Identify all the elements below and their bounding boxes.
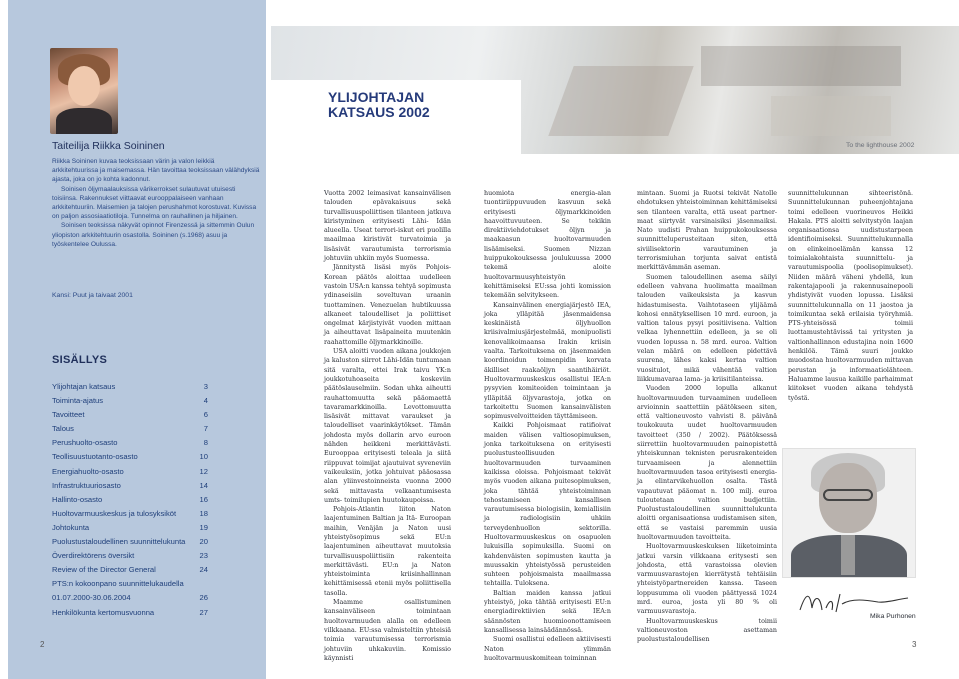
toc-page: 16	[199, 494, 208, 504]
toc-page: 12	[199, 466, 208, 476]
toc-page: 23	[199, 551, 208, 561]
toc-label: Perushuolto-osasto	[52, 438, 118, 448]
toc-entry[interactable]	[52, 593, 208, 607]
toc-page: 18	[199, 508, 208, 518]
cover-credit: Kansi: Puut ja taivaat 2001	[52, 292, 133, 299]
page-number-left: 2	[40, 640, 45, 649]
toc-page: 14	[199, 480, 208, 490]
text-column-4	[788, 189, 913, 403]
toc-page: 7	[203, 424, 208, 434]
body-paragraph: Huoltovarmuuskeskuksen liiketoiminta jatkui varsin vilkkaana eritysesti sen johdosta, että varastoissa olevien varmuusvarastojen kierrätystä tehtäisiin yhteistyöpartnereiden kanssa. Taseen loppusumma oli vuoden päättyessä 1024 mrd. euroa, josta yli 80 % oli varmuusvarastoja.	[637, 543, 777, 616]
toc-page: 19	[199, 522, 208, 532]
artist-bio-paragraph: Soinisen öljymaalauksissa värikerrokset sulautuvat utuisesti toisiinsa. Rakennukset viittaavat eurooppalaiseen vanhaan arkkitehtuuriin. Maisemien ja talojen perushahmot korostuvat. Kuvissa on paljon assosiaatiotiloja. Tunnelma on rauhallinen ja hiljainen.	[52, 185, 257, 221]
toc-entry[interactable]	[52, 551, 208, 565]
toc-label: Teollisuustuotanto-osasto	[52, 452, 138, 462]
toc-page: 4	[203, 396, 208, 406]
text-column-2	[484, 189, 611, 663]
body-paragraph: Maamme osallistuminen kansainväliseen toimintaan huoltovarmuuden alalla on edelleen vilkkaana. EU:ssa valmisteltiin yhteisiä toimia varautumisessa terrorismia johtuviin uhkakuviin. Komissio käynnisti	[324, 599, 451, 662]
body-paragraph: Huoltovarmuuskeskus toimii valtioneuvoston asettaman puolustustaloudellisen	[637, 617, 777, 644]
toc-entry[interactable]	[52, 382, 208, 396]
text-column-3	[637, 189, 777, 645]
toc-entry[interactable]	[52, 608, 208, 622]
body-paragraph: Kaikki Pohjoismaat ratifioivat maiden välisen valtiosopimuksen, jonka tarkoituksena on erityisesti puolustusteollisuuden huoltovarmuuden turvaaminen kaikissa oloissa. Pohjoismaat tekivät myös vuoden aikana puitesopimuksen, joka tähtää yhteistoiminnan tehostamiseen kansallisen varautumisessa biologisiin, kemiallisiin ja radiologisiin uhkiin terveydenhuollon sektorilla. Huoltovarmuuskeskus on osapuolen lukuisilla sopimuksilla. Suomi on kahdenväisten sopimusten kautta ja muussakin yhteistyössä perusteiden suhteen pohjoismaista maailmassa tehtailla. Tuloksena.	[484, 422, 611, 588]
page-title	[328, 90, 430, 120]
toc-entry[interactable]	[52, 481, 208, 495]
toc-title: SISÄLLYS	[52, 354, 108, 366]
director-photo	[782, 448, 916, 578]
toc-entry[interactable]	[52, 565, 208, 579]
toc-label: Infrastruktuuriosasto	[52, 480, 121, 490]
artist-bio-paragraph: Soinisen teoksissa näkyvät opinnot Firenzessä ja sittemmin Oulun yliopiston arkkitehtuurin osastolla. Soininen (s.1968) asuu ja työskentelee Oulussa.	[52, 222, 255, 248]
body-paragraph: Vuotta 2002 leimasivat kansainvälisen talouden epävakaisuus sekä turvallisuuspoliittisen tilanteen jatkuva kiristyminen erityisesti Lähi- Idän alueella. Useat terrori-iskut eri puolilla maailmaa kiristivät turvatoimia ja lisäsivät varautumista terrorismia johtuviin uhkiin myös Suomessa.	[324, 190, 451, 263]
artist-bio-paragraph: Riikka Soininen kuvaa teoksissaan värin ja valon leikkiä arkkitehtuurissa ja maisemassa. Hän tavoittaa teoksissaan välähdyksiä ajasta, joka on jo kohta kadonnut.	[52, 158, 260, 184]
body-paragraph: Vuoden 2000 lopulla alkanut huoltovarmuuden turvaaminen uudelleen arvioinnin saattettiin päätökseen siten, että valtioneuvosto vahvisti 8. päivänä toukokuuta uudet huoltovarmuuden tavoitteet (350 / 2002). Päätöksessä siirrettiin huoltovarmuuden painopistettä yhteiskunnan teknisten perusrakenteiden turvaamiseen ja alennettiin huoltovarmuuden tasoa erityisesti energia- ja elintarvikehuollon osalta. Tästä vapautuvat pääomat n. 100 milj. euroa tuloutetaan valtion budjettiin. Puolustustaloudellinen suunnittelukunta aloitti organisaationsa uudistamisen siten, että se vastaisi paremmin uusia huoltovarmuuden tavoitteita.	[637, 385, 777, 541]
toc-page: 3	[203, 382, 208, 391]
handwritten-signature-icon	[796, 588, 916, 616]
body-paragraph: Pohjois-Atlantin liiton Naton laajentuminen Baltian ja Itä- Euroopan maihin, Venäjän ja Naton uusi yhteistyösopimus sekä EU:n laajentuminen aiheuttavat muutoksia turvallisuuspoliittisiin rakenteita merkittävästi. EU:n ja Naton yhteistoiminta kriisinhallinnan kehittämisessä etenii myös poliittisella tasolla.	[324, 506, 451, 597]
toc-entry[interactable]	[52, 495, 208, 509]
signature-name: Mika Purhonen	[870, 613, 916, 620]
toc-entry[interactable]	[52, 537, 208, 551]
toc-label: Tavoitteet	[52, 410, 85, 420]
toc-entry[interactable]	[52, 523, 208, 537]
toc-label: Henkilökunta kertomusvuonna	[52, 607, 155, 617]
body-paragraph: mintaan. Suomi ja Ruotsi tekivät Natolle ehdotuksen yhteistoiminnan kehittämiseksi sen tilanteen varalta, että useat partner- maat siirtyvät varsinaisiksi jäsenmaiksi. Nato uudisti Prahan huippukokouksessa suunnitteluperusteitaan siten, että siviilisektorin varautuminen ja terrorismiuhan torjunta saivat entistä merkittävämmän aseman.	[637, 190, 777, 272]
body-paragraph: Suomen taloudellinen asema säilyi edelleen vahvana huolimatta maailman talouden vaikeuksista ja kasvun hidastumisesta. Vaihtotaseen ylijäämä kohosi ennätyksellisen 10 mrd. euroon, ja valtion talous pysyi positiivisena. Valtion velkaa lyhennettiin edelleen, ja se oli vuoden lopussa n. 58 mrd. euroa. Valtion velan määrä on edelleen pidettävä suurena, lähes kaksi kertaa valtion vuositulot, mikä vähentää valtion liikkumavaraa lama- ja kriisitilanteissa.	[637, 273, 777, 383]
body-paragraph: Suomi osallistui edelleen aktiivisesti Naton ylimmän huoltovarmuuskomitean toiminnan	[484, 636, 611, 662]
toc-label: Hallinto-osasto	[52, 494, 103, 504]
toc-label: PTS:n kokoonpano suunnittelukaudella	[52, 579, 184, 589]
toc-label: Ylijohtajan katsaus	[52, 382, 116, 391]
toc-label: Review of the Director General	[52, 565, 156, 575]
toc-label: 01.07.2000-30.06.2004	[52, 593, 131, 603]
body-paragraph: Jännitystä lisäsi myös Pohjois-Korean päätös aloittaa uudelleen vastoin USA:n kanssa tehtyä sopimusta ydinaseisiin soveltuvan uraanin tuottaminen. Venezuelan hubtikuussa alkaneet taloudelliset ja poliittiset ongelmat kärjistyivät vuoden mittaan ja aiheuttavat lisäpaineita muutenkin raahattomille öljymarkkinoille.	[324, 264, 451, 346]
toc-entry[interactable]	[52, 452, 208, 466]
artist-bio	[52, 157, 260, 249]
toc-entry[interactable]	[52, 410, 208, 424]
page-title-line: KATSAUS 2002	[328, 104, 430, 120]
page-title-line: YLIJOHTAJAN	[328, 89, 425, 105]
image-caption: To the lighthouse 2002	[846, 142, 915, 149]
toc-entry[interactable]	[52, 396, 208, 410]
toc-label: Huoltovarmuuskeskus ja tulosyksiköt	[52, 508, 177, 518]
toc-label: Puolustustaloudellinen suunnittelukunta	[52, 537, 186, 547]
toc-page: 8	[203, 438, 208, 448]
body-paragraph: USA aloitti vuoden aikana joukkojen ja kaluston siirrot Lähi-Idän tuntumaan sitä varalta, ettei Irak taivu YK:n joukkotuhoaseita koskeviin päätöslauselmiin. Sodan uhka aiheutti rauhattomuutta sekä pääomaettä tavaramarkkinoilla. Levottomuutta lisäsivät mittavat varaukset ja taloudelliset vaarinkäytökset. Tämän johdosta myös dollarin arvo euroon nähden heikkeni merkittävästi. Eurooppaa erityisesti teleala ja siitä riippuvat toimijat ajautuivat syveneviin vaikeuksiin, jotka johtuivat pääosassa alan yliinvestoinneista vuonna 2000 sekä mittavasta velkaantumisesta umts- toimilupien huutokaupoissa.	[324, 348, 451, 504]
toc-page: 10	[199, 452, 208, 462]
toc-page: 20	[199, 537, 208, 547]
toc-label: Energiahuolto-osasto	[52, 466, 124, 476]
toc-entry[interactable]	[52, 424, 208, 438]
body-paragraph: suunnittelukunnan sihteeristönä. Suunnittelukunnan puheenjohtajana toimi edelleen vuorineuvos Heikki Hakala. PTS aloitti selvitystyön laajan organisaationsa uudistustarpeen identifioimiseksi. Suunnittelukunnalla on elinkeinoelämän kanssa 12 toimialakohtaista suunnittelu- ja varautumispoolia (poolisopimukset). Niiden määrä väheni yhdellä, kun rakentajapooli ja rakennusainepooli yhdistyivät vuoden lopussa. Lisäksi suunnittelukunnalla on 11 jaostoa ja toimikuntaa sekä erilaisia työryhmiä. PTS-yhteisössä toimii luottamustehtävissä tai yritysten ja valtionhallinnon edustajina noin 1600 henkilöä. Tämä suuri joukko muodostaa huoltovarmuuden mittavan perustan ja informaatiolähteen. Haluamme lausua kaikille parhaimmat kiitokset vuoden aikana tehdystä työstä.	[788, 190, 913, 402]
toc-label: Talous	[52, 424, 74, 434]
body-paragraph: Kansainvälinen energiajärjestö IEA, joka ylläpitää jäsenmaidensa keskinäistä öljyhuollon kriisivalmiusjärjestelmää, monipuolisti kenovalikoimaansa Irakin kriisin vaalta. Tarkoituksena on jäsenmaiden koordinoidun toimenpidin korvata äkilliset raakaöljyn saantihäiriöt. Huoltovarmuuskeskus osallistui IEA:n pysyvien komiteoiden toimintaan ja ylläpitää öljyvarastoja, jotka on tarkoitettu Suomen kansainvälisten sopimusvelvoitteiden täyttämiseen.	[484, 301, 611, 421]
artist-portrait-photo	[50, 48, 118, 134]
toc-page: 27	[199, 607, 208, 617]
toc-page: 26	[199, 593, 208, 603]
toc-entry[interactable]	[52, 438, 208, 452]
toc-entry[interactable]	[52, 509, 208, 523]
toc-label: Johtokunta	[52, 522, 90, 532]
body-paragraph: Baltian maiden kanssa jatkui yhteistyö, joka tähtää erityisesti EU:n energiadirektiivien sekä IEA:n säännösten huomioonottamiseen kansallisessa lainsäädännössä.	[484, 589, 611, 634]
toc-page: 24	[199, 565, 208, 575]
page-number-right: 3	[912, 640, 917, 649]
artist-title: Taiteilija Riikka Soininen	[52, 140, 165, 152]
toc-label: Överdirektörens översikt	[52, 551, 135, 561]
toc-entry[interactable]	[52, 579, 208, 593]
toc-label: Toiminta-ajatus	[52, 396, 104, 406]
text-column-1	[324, 189, 451, 663]
toc-entry[interactable]	[52, 467, 208, 481]
body-paragraph: huomiota energia-alan tuontiriippuvuuden kasvuun sekä erityisesti öljymarkkinoiden haavoittuvuuteen. Se tekikin direktiiviehdotukset öljyn ja maakaasun huoltovarmuuden lisäämiseksi. Suomen Nizzan huippukokouksessa joulukuussa 2000 tekemä aloite huoltovarmuusyhteistyön kehittämiseksi EU:ssa johti komission tekemään selvitykseen.	[484, 190, 611, 300]
table-of-contents	[52, 382, 208, 622]
toc-page: 6	[203, 410, 208, 420]
